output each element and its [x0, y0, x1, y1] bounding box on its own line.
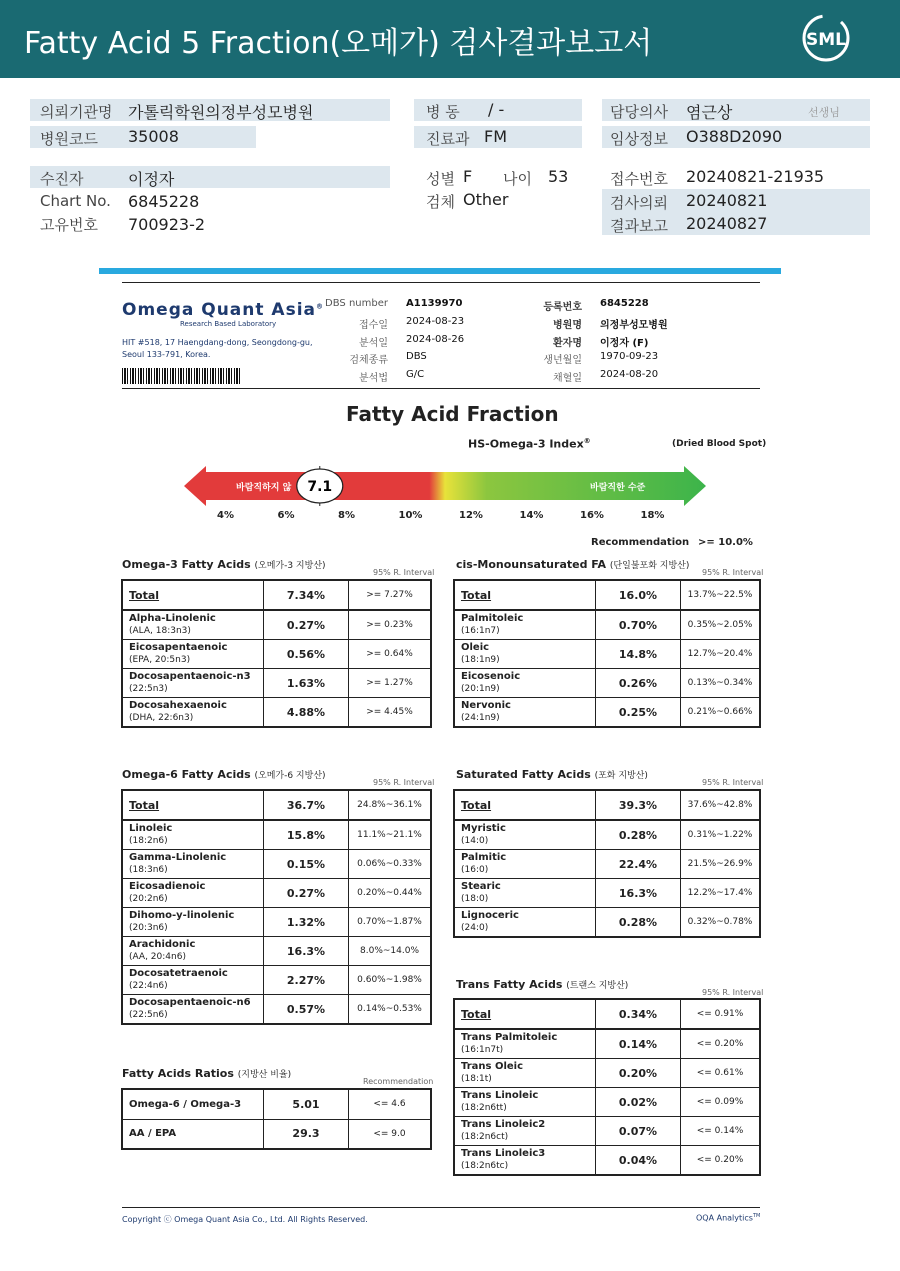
- acid-name-text: Docosahexaenoic: [129, 700, 227, 711]
- acid-value: 0.26%: [596, 669, 681, 698]
- acid-code: (18:2n6tc): [461, 1161, 509, 1171]
- acid-code: (18:0): [461, 894, 489, 904]
- reference-range: 0.06%~0.33%: [349, 850, 432, 879]
- acid-code: (18:2n6): [129, 836, 168, 846]
- omega6-ri-label: 95% R. Interval: [373, 778, 435, 787]
- reference-range: 0.14%~0.53%: [349, 995, 432, 1025]
- acid-name: [122, 820, 264, 850]
- institution-value: 가톨릭학원의정부성모병원: [128, 103, 314, 122]
- report-header-bar: [0, 0, 900, 78]
- acid-value: 0.70%: [596, 610, 681, 640]
- sml-logo-icon: [800, 12, 852, 64]
- acid-name: [122, 640, 264, 669]
- acid-value: 0.28%: [596, 908, 681, 938]
- acid-name: [454, 610, 596, 640]
- gauge-good-label: 바람직한 수준: [590, 483, 646, 493]
- table-row: [122, 820, 431, 850]
- chart-no-label: Chart No.: [40, 192, 111, 210]
- table-row: [454, 1029, 760, 1059]
- reference-range: 0.20%~0.44%: [349, 879, 432, 908]
- index-label: HS-Omega-3 Index®: [468, 437, 591, 451]
- specimen-label: 검체: [426, 193, 455, 211]
- reference-range: 13.7%~22.5%: [681, 580, 761, 610]
- omega3-ri-label: 95% R. Interval: [373, 568, 435, 577]
- reference-range: 0.35%~2.05%: [681, 610, 761, 640]
- patient-value: 이정자: [128, 170, 175, 189]
- request-value: 20240821: [686, 191, 768, 210]
- acid-name: [122, 995, 264, 1025]
- recommendation-label: Recommendation: [591, 537, 690, 548]
- acid-code: (20:3n6): [129, 923, 168, 933]
- department-label: 진료과: [426, 130, 470, 148]
- acid-name-text: Eicosenoic: [461, 671, 521, 682]
- acid-name-text: Alpha-Linolenic: [129, 613, 216, 624]
- acid-name: [454, 1059, 596, 1088]
- reference-range: 12.2%~17.4%: [681, 879, 761, 908]
- gauge-tick-label: 8%: [338, 510, 355, 521]
- ward-label: 병 동: [426, 103, 460, 121]
- acid-name: [122, 937, 264, 966]
- method-value: G/C: [406, 369, 425, 380]
- gauge-tick-label: 18%: [640, 510, 665, 521]
- trans-table: [453, 998, 761, 1176]
- acid-value: 22.4%: [596, 850, 681, 879]
- acid-name-text: Docosapentaenoic-n6: [129, 997, 251, 1008]
- reference-range: 0.70%~1.87%: [349, 908, 432, 937]
- acid-name-text: Trans Linoleic3: [461, 1148, 546, 1159]
- acid-name-text: Total: [461, 588, 492, 602]
- mufa-title: cis-Monounsaturated FA (단일불포화 지방산): [456, 558, 690, 571]
- patient-name-value: 이정자 (F): [600, 338, 649, 349]
- table-row: [454, 908, 760, 938]
- acid-value: 0.15%: [264, 850, 349, 879]
- hospital-code-label: 병원코드: [40, 130, 98, 148]
- acid-name: [454, 1146, 596, 1176]
- reference-range: >= 4.45%: [349, 698, 432, 728]
- ward-value: / -: [488, 100, 505, 119]
- acid-name-text: Omega-6 / Omega-3: [129, 1098, 242, 1110]
- acid-value: 0.56%: [264, 640, 349, 669]
- reference-range: 37.6%~42.8%: [681, 790, 761, 820]
- report-title: Fatty Acid 5 Fraction(오메가) 검사결과보고서: [24, 26, 653, 61]
- chart-no-value: 6845228: [128, 192, 200, 211]
- acid-value: 29.3: [264, 1119, 349, 1149]
- acid-name-text: Trans Oleic: [461, 1061, 524, 1072]
- reference-range: 24.8%~36.1%: [349, 790, 432, 820]
- acid-code: (22:4n6): [129, 981, 168, 991]
- gauge-bad-label: 바람직하지 않: [236, 483, 292, 493]
- acid-value: 39.3%: [596, 790, 681, 820]
- acid-name: [454, 790, 596, 820]
- acid-code: (16:0): [461, 865, 489, 875]
- receipt-value: 20240821-21935: [686, 167, 825, 186]
- specimen-value: Other: [463, 190, 509, 209]
- acid-code: (DHA, 22:6n3): [129, 713, 194, 723]
- acid-name-text: Docosapentaenoic-n3: [129, 671, 251, 682]
- reference-range: 0.21%~0.66%: [681, 698, 761, 728]
- acid-value: 0.27%: [264, 610, 349, 640]
- reference-range: 8.0%~14.0%: [349, 937, 432, 966]
- acid-value: 0.28%: [596, 820, 681, 850]
- acid-code: (18:3n6): [129, 865, 168, 875]
- acid-code: (ALA, 18:3n3): [129, 626, 191, 636]
- acid-name-text: Total: [129, 588, 160, 602]
- gauge-tick-label: 6%: [277, 510, 295, 521]
- acid-name: [454, 820, 596, 850]
- table-row: [122, 669, 431, 698]
- reference-range: <= 0.14%: [681, 1117, 761, 1146]
- patient-label: 수진자: [40, 170, 84, 188]
- acid-name-text: Gamma-Linolenic: [129, 852, 227, 863]
- acid-name-text: Trans Linoleic2: [461, 1119, 546, 1130]
- reference-range: 0.13%~0.34%: [681, 669, 761, 698]
- acid-code: (18:1n9): [461, 655, 500, 665]
- acid-name: [454, 698, 596, 728]
- reference-range: >= 1.27%: [349, 669, 432, 698]
- reference-range: >= 7.27%: [349, 580, 432, 610]
- reference-range: >= 0.64%: [349, 640, 432, 669]
- table-row: [454, 669, 760, 698]
- acid-name-text: Dihomo-y-linolenic: [129, 910, 235, 921]
- acid-code: (24:1n9): [461, 713, 500, 723]
- table-row: [122, 995, 431, 1025]
- trans-title: Trans Fatty Acids (트랜스 지방산): [456, 978, 629, 991]
- omega3-index-gauge: [180, 460, 710, 512]
- acid-name: [122, 850, 264, 879]
- table-row: [454, 1117, 760, 1146]
- hospital-label: 병원명: [553, 320, 582, 331]
- acid-value: 1.63%: [264, 669, 349, 698]
- table-row: [454, 879, 760, 908]
- acid-name: [454, 580, 596, 610]
- table-row: [122, 850, 431, 879]
- doctor-value: 염근상: [686, 103, 733, 122]
- acid-name-text: Palmitoleic: [461, 613, 524, 624]
- doctor-suffix: 선생님: [808, 106, 840, 119]
- omega3-table: [121, 579, 432, 728]
- reg-no-value: 6845228: [600, 298, 649, 309]
- table-row: [122, 640, 431, 669]
- table-row: [454, 698, 760, 728]
- acid-name-text: Trans Linoleic: [461, 1090, 539, 1101]
- recommendation-value: >= 10.0%: [698, 537, 753, 548]
- acid-name: [454, 1117, 596, 1146]
- acid-name-text: Nervonic: [461, 700, 511, 711]
- patient-name-label: 환자명: [553, 338, 582, 349]
- acid-name: [122, 879, 264, 908]
- acid-name-text: Docosatetraenoic: [129, 968, 228, 979]
- acid-value: 0.34%: [596, 999, 681, 1029]
- acid-name-text: Total: [129, 798, 160, 812]
- sample-type-value: DBS: [406, 351, 427, 362]
- reference-range: 0.60%~1.98%: [349, 966, 432, 995]
- table-row: [122, 908, 431, 937]
- acid-name: [454, 879, 596, 908]
- lab-address-line2: Seoul 133-791, Korea.: [122, 350, 211, 359]
- copyright-text: Copyright ⓒ Omega Quant Asia Co., Ltd. All Rights Reserved.: [122, 1215, 368, 1224]
- acid-value: 0.57%: [264, 995, 349, 1025]
- acid-code: (20:1n9): [461, 684, 500, 694]
- reference-range: 21.5%~26.9%: [681, 850, 761, 879]
- acid-value: 16.3%: [596, 879, 681, 908]
- svg-text:SML: SML: [806, 30, 846, 50]
- reference-range: 0.32%~0.78%: [681, 908, 761, 938]
- section-divider: [99, 268, 781, 274]
- clinical-info-value: O388D2090: [686, 127, 783, 146]
- reference-range: <= 0.20%: [681, 1146, 761, 1176]
- ratios-table: [121, 1088, 432, 1150]
- acid-name: [122, 580, 264, 610]
- department-value: FM: [484, 127, 508, 146]
- age-label: 나이: [503, 170, 532, 188]
- gauge-tick-label: 4%: [217, 510, 234, 521]
- lab-address-line1: HIT #518, 17 Haengdang-dong, Seongdong-gu,: [122, 338, 313, 347]
- acid-name: [454, 908, 596, 938]
- acid-value: 4.88%: [264, 698, 349, 728]
- acid-value: 0.20%: [596, 1059, 681, 1088]
- acid-value: 7.34%: [264, 580, 349, 610]
- collection-value: 2024-08-20: [600, 369, 659, 380]
- acid-name-text: Myristic: [461, 823, 506, 834]
- acid-code: (AA, 20:4n6): [129, 952, 186, 962]
- id-no-value: 700923-2: [128, 215, 206, 234]
- saturated-ri-label: 95% R. Interval: [702, 778, 764, 787]
- acid-name-text: Total: [461, 1007, 492, 1021]
- gauge-tick-label: 12%: [459, 510, 483, 521]
- acid-code: (EPA, 20:5n3): [129, 655, 191, 665]
- acid-code: (16:1n7): [461, 626, 500, 636]
- analyzed-label: 분석일: [359, 338, 388, 349]
- acid-name: [454, 850, 596, 879]
- dob-label: 생년월일: [543, 355, 582, 366]
- mufa-ri-label: 95% R. Interval: [702, 568, 764, 577]
- dbs-label: DBS number: [325, 298, 388, 309]
- table-row: [122, 790, 431, 820]
- acid-code: (18:1t): [461, 1074, 492, 1084]
- acid-value: 36.7%: [264, 790, 349, 820]
- acid-name: [122, 1119, 264, 1149]
- acid-name: [122, 698, 264, 728]
- acid-value: 16.3%: [264, 937, 349, 966]
- receipt-label: 접수번호: [610, 170, 668, 188]
- reference-range: <= 0.09%: [681, 1088, 761, 1117]
- gauge-tick-label: 16%: [580, 510, 604, 521]
- table-row: [454, 1088, 760, 1117]
- acid-name-text: Lignoceric: [461, 910, 519, 921]
- reference-range: <= 4.6: [349, 1089, 432, 1119]
- acid-name-text: Palmitic: [461, 852, 507, 863]
- acid-code: (16:1n7t): [461, 1045, 504, 1055]
- table-row: [454, 610, 760, 640]
- acid-value: 2.27%: [264, 966, 349, 995]
- reference-range: 0.31%~1.22%: [681, 820, 761, 850]
- institution-label: 의뢰기관명: [40, 103, 113, 121]
- table-row: [454, 1059, 760, 1088]
- mufa-table: [453, 579, 761, 728]
- hospital-value: 의정부성모병원: [600, 320, 668, 331]
- doctor-label: 담당의사: [610, 103, 668, 121]
- acid-code: (20:2n6): [129, 894, 168, 904]
- reference-range: 11.1%~21.1%: [349, 820, 432, 850]
- acid-name: [122, 908, 264, 937]
- acid-code: (24:0): [461, 923, 489, 933]
- acid-name: [122, 966, 264, 995]
- table-row: [122, 937, 431, 966]
- reference-range: <= 0.91%: [681, 999, 761, 1029]
- table-row: [454, 640, 760, 669]
- sex-label: 성별: [426, 170, 455, 188]
- acid-value: 0.27%: [264, 879, 349, 908]
- table-row: [122, 1089, 431, 1119]
- reg-no-label: 등록번호: [543, 302, 582, 313]
- acid-name: [454, 1029, 596, 1059]
- acid-value: 0.07%: [596, 1117, 681, 1146]
- reference-range: >= 0.23%: [349, 610, 432, 640]
- acid-value: 16.0%: [596, 580, 681, 610]
- ratios-rec-label: Recommendation: [363, 1077, 434, 1086]
- acid-value: 14.8%: [596, 640, 681, 669]
- table-row: [454, 820, 760, 850]
- acid-name-text: Trans Palmitoleic: [461, 1032, 558, 1043]
- trans-ri-label: 95% R. Interval: [702, 988, 764, 997]
- reference-range: <= 9.0: [349, 1119, 432, 1149]
- table-row: [122, 610, 431, 640]
- table-row: [122, 1119, 431, 1149]
- table-row: [454, 999, 760, 1029]
- table-row: [122, 879, 431, 908]
- acid-value: 0.14%: [596, 1029, 681, 1059]
- acid-value: 15.8%: [264, 820, 349, 850]
- acid-name: [454, 1088, 596, 1117]
- acid-name-text: Eicosadienoic: [129, 881, 206, 892]
- table-row: [454, 790, 760, 820]
- acid-code: (14:0): [461, 836, 489, 846]
- acid-name-text: Arachidonic: [129, 939, 196, 950]
- hospital-code-value: 35008: [128, 127, 179, 146]
- index-value: 7.1: [307, 479, 333, 495]
- acid-name: [122, 669, 264, 698]
- saturated-title: Saturated Fatty Acids (포화 지방산): [456, 768, 648, 781]
- request-label: 검사의뢰: [610, 194, 668, 212]
- table-row: [122, 966, 431, 995]
- omega6-table: [121, 789, 432, 1025]
- clinical-info-label: 임상정보: [610, 130, 668, 148]
- collection-label: 채혈일: [553, 373, 582, 384]
- acid-name: [454, 999, 596, 1029]
- acid-code: (22:5n6): [129, 1010, 168, 1020]
- reference-range: <= 0.61%: [681, 1059, 761, 1088]
- received-value: 2024-08-23: [406, 316, 465, 327]
- barcode: [122, 368, 242, 384]
- acid-name-text: Eicosapentaenoic: [129, 642, 228, 653]
- acid-code: (18:2n6tt): [461, 1103, 507, 1113]
- received-label: 접수일: [359, 320, 388, 331]
- brand-text: OQA Analytics™: [696, 1213, 761, 1223]
- gauge-tick-label: 10%: [398, 510, 423, 521]
- acid-value: 0.25%: [596, 698, 681, 728]
- age-value: 53: [548, 167, 569, 186]
- acid-name: [122, 1089, 264, 1119]
- fraction-title: Fatty Acid Fraction: [346, 402, 559, 426]
- reference-range: <= 0.20%: [681, 1029, 761, 1059]
- acid-name-text: Stearic: [461, 881, 501, 892]
- dbs-value: A1139970: [406, 298, 463, 309]
- acid-code: (22:5n3): [129, 684, 168, 694]
- table-row: [454, 850, 760, 879]
- lab-tagline: Research Based Laboratory: [180, 320, 277, 328]
- lab-logo: Omega Quant Asia®: [122, 300, 325, 320]
- acid-name-text: Linoleic: [129, 823, 173, 834]
- acid-name-text: Total: [461, 798, 492, 812]
- report-date-value: 20240827: [686, 214, 768, 233]
- sex-value: F: [463, 167, 473, 186]
- acid-value: 0.04%: [596, 1146, 681, 1176]
- method-label: 분석법: [359, 373, 388, 384]
- table-row: [454, 1146, 760, 1176]
- table-row: [122, 698, 431, 728]
- acid-name-text: AA / EPA: [129, 1128, 177, 1140]
- omega3-title: Omega-3 Fatty Acids (오메가-3 지방산): [122, 558, 326, 571]
- omega6-title: Omega-6 Fatty Acids (오메가-6 지방산): [122, 768, 326, 781]
- ratios-title: Fatty Acids Ratios (지방산 비율): [122, 1067, 292, 1080]
- report-date-label: 결과보고: [610, 217, 668, 235]
- id-no-label: 고유번호: [40, 216, 98, 234]
- analyzed-value: 2024-08-26: [406, 334, 465, 345]
- saturated-table: [453, 789, 761, 938]
- sample-note: (Dried Blood Spot): [672, 439, 767, 449]
- acid-value: 0.02%: [596, 1088, 681, 1117]
- acid-name: [122, 790, 264, 820]
- reference-range: 12.7%~20.4%: [681, 640, 761, 669]
- table-row: [122, 580, 431, 610]
- acid-name: [122, 610, 264, 640]
- acid-value: 5.01: [264, 1089, 349, 1119]
- table-row: [454, 580, 760, 610]
- acid-name-text: Oleic: [461, 642, 490, 653]
- acid-code: (18:2n6ct): [461, 1132, 509, 1142]
- gauge-tick-label: 14%: [519, 510, 544, 521]
- acid-name: [454, 640, 596, 669]
- acid-value: 1.32%: [264, 908, 349, 937]
- sample-type-label: 검체종류: [349, 355, 388, 366]
- dob-value: 1970-09-23: [600, 351, 659, 362]
- acid-name: [454, 669, 596, 698]
